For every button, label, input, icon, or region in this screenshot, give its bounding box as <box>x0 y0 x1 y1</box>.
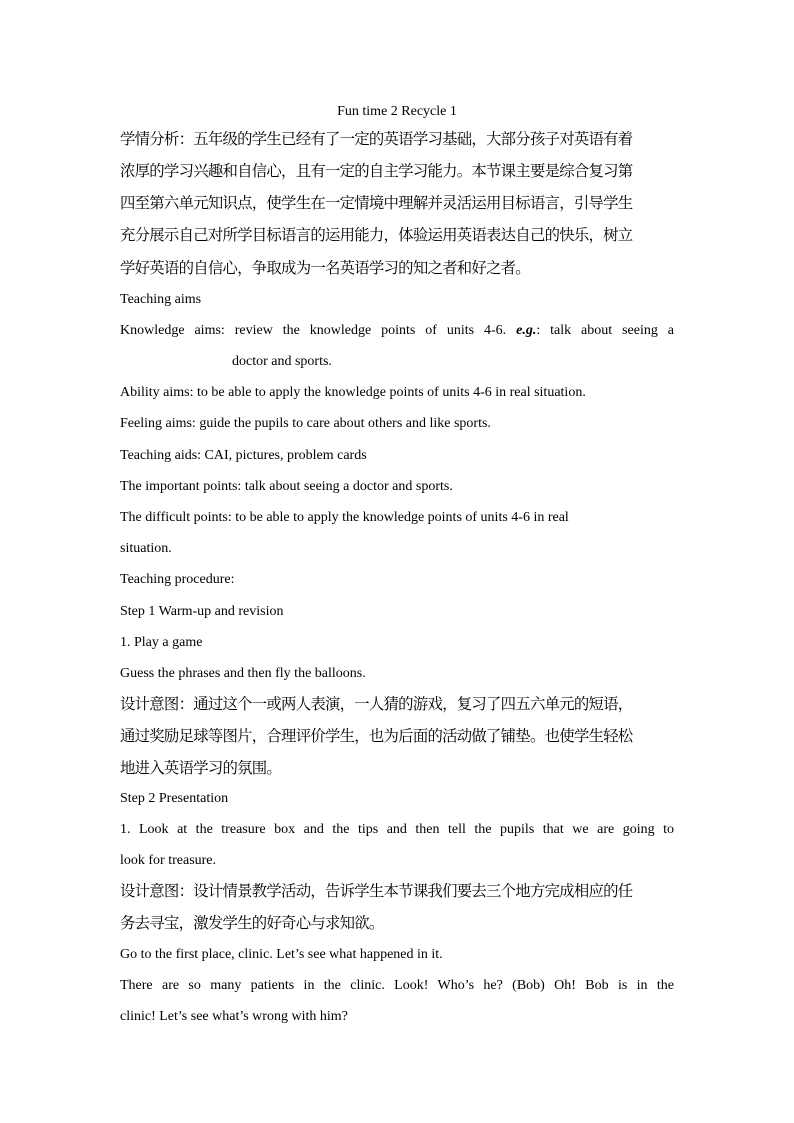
step-2-heading: Step 2 Presentation <box>120 791 229 806</box>
teaching-aids: Teaching aids: CAI, pictures, problem cards <box>120 448 367 463</box>
step-1-heading: Step 1 Warm-up and revision <box>120 604 284 619</box>
important-points: The important points: talk about seeing a doctor and sports. <box>120 479 453 494</box>
knowledge-aims <box>120 321 674 341</box>
clinic-paragraph-line-3: clinic! Let’s see what’s wrong with him? <box>120 1009 348 1024</box>
teaching-procedure-heading: Teaching procedure: <box>120 572 235 587</box>
step-2-item-1-continued: look for treasure. <box>120 853 217 868</box>
step-1-item-1-description: Guess the phrases and then fly the balloons. <box>120 666 366 681</box>
difficult-points-continued: situation. <box>120 541 172 556</box>
knowledge-aims-text: Knowledge aims: review the knowledge points of units 4-6. <box>120 323 517 338</box>
step-2-item-1: 1. Look at the treasure box and the tips and then tell the pupils that we are going to <box>120 822 674 837</box>
clinic-paragraph-line-2: There are so many patients in the clinic. Look! Who’s he? (Bob) Oh! Bob is in the <box>120 978 674 993</box>
design-intent-2-line-1: 设计意图：设计情景教学活动，告诉学生本节课我们要去三个地方完成相应的任 <box>120 882 633 900</box>
analysis-line-3: 四至第六单元知识点，使学生在一定情境中理解并灵活运用目标语言，引导学生 <box>120 194 633 212</box>
difficult-points: The difficult points: to be able to apply the knowledge points of units 4-6 in real <box>120 510 569 525</box>
knowledge-aims-text-end: : talk about seeing a <box>536 323 674 338</box>
analysis-line-1: 学情分析：五年级的学生已经有了一定的英语学习基础，大部分孩子对英语有着 <box>120 130 633 148</box>
ability-aims: Ability aims: to be able to apply the knowledge points of units 4-6 in real situation. <box>120 385 586 400</box>
design-intent-1-line-3: 地进入英语学习的氛围。 <box>120 759 282 777</box>
knowledge-aims-continued: doctor and sports. <box>232 354 332 369</box>
analysis-line-4: 充分展示自己对所学目标语言的运用能力，体验运用英语表达自己的快乐，树立 <box>120 226 633 244</box>
analysis-line-2: 浓厚的学习兴趣和自信心，且有一定的自主学习能力。本节课主要是综合复习第 <box>120 162 633 180</box>
design-intent-2-line-2: 务去寻宝，激发学生的好奇心与求知欲。 <box>120 914 384 932</box>
analysis-line-5: 学好英语的自信心，争取成为一名英语学习的知之者和好之者。 <box>120 259 530 277</box>
knowledge-aims-eg: e.g. <box>516 323 537 338</box>
document-title: Fun time 2 Recycle 1 <box>337 104 457 119</box>
design-intent-1-line-1: 设计意图：通过这个一或两人表演，一人猜的游戏，复习了四五六单元的短语， <box>120 695 633 713</box>
teaching-aims-heading: Teaching aims <box>120 292 202 307</box>
step-1-item-1: 1. Play a game <box>120 635 203 650</box>
feeling-aims: Feeling aims: guide the pupils to care about others and like sports. <box>120 416 491 431</box>
design-intent-1-line-2: 通过奖励足球等图片，合理评价学生，也为后面的活动做了铺垫。也使学生轻松 <box>120 727 633 745</box>
clinic-paragraph-line-1: Go to the first place, clinic. Let’s see what happened in it. <box>120 947 443 962</box>
